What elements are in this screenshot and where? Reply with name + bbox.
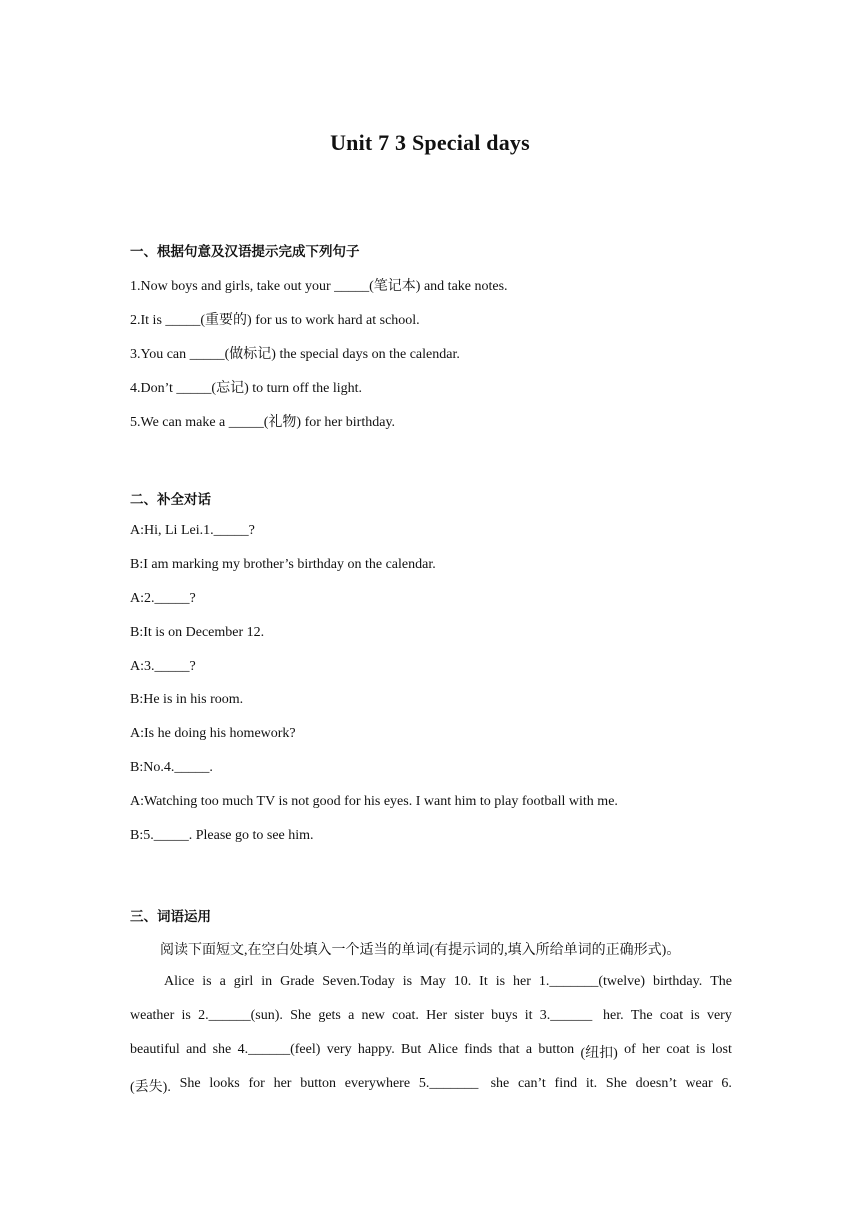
passage-word: her. [603,1008,624,1023]
passage-word: coat. [392,1008,419,1023]
passage-word: of [624,1042,636,1057]
passage-word: 5._______ [418,1076,482,1091]
dialogue-line: B:5._____. Please go to see him. [130,828,314,843]
passage-word: is [202,974,212,989]
dialogue-line: A:Hi, Li Lei.1._____? [130,523,255,538]
passage-word: is [402,974,413,989]
passage-word: find [554,1076,578,1091]
passage-word: wear [685,1076,713,1091]
passage-word: beautiful [130,1042,180,1057]
passage-word: a [348,1008,355,1023]
passage-word: is [181,1008,191,1023]
passage-word: Seven.Today [322,974,395,989]
passage-word: Grade [280,974,315,989]
passage-word: her [513,974,531,989]
passage-word: 6. [721,1076,732,1091]
question-item: 5.We can make a _____(礼物) for her birthday. [130,415,396,430]
passage-line [130,1008,732,1024]
dialogue-line: A:3._____? [130,659,196,674]
passage-word: lost [711,1042,732,1057]
passage-word: and [186,1042,207,1057]
passage-word: The [710,974,732,989]
passage-word: 4.______(feel) [237,1042,321,1057]
passage-word: happy. [357,1042,395,1057]
dialogue-line: B:I am marking my brother’s birthday on the calendar. [130,557,436,572]
passage-word: doesn’t [635,1076,677,1091]
passage-word: But [401,1042,422,1057]
passage-word: button [538,1042,575,1057]
passage-word: The [630,1008,653,1023]
dialogue-line: A:Is he doing his homework? [130,726,296,741]
passage-word: 2.______(sun). [198,1008,283,1023]
passage-word: finds [464,1042,493,1057]
passage-word: She [179,1076,201,1091]
passage-word: is [690,1008,700,1023]
passage-word: She [605,1076,627,1091]
dialogue-line: B:He is in his room. [130,692,244,707]
passage-word: sister [454,1008,484,1023]
passage-word: a [219,974,226,989]
section2-heading: 二、补全对话 [130,492,211,508]
passage-word: very [706,1008,732,1023]
passage-word: looks [209,1076,240,1091]
passage-word: for [248,1076,265,1091]
passage-word: May [420,974,446,989]
passage-word: everywhere [344,1076,411,1091]
passage-word: Her [426,1008,448,1023]
passage-word: Alice [164,974,195,989]
passage-word: 3.______ [539,1008,596,1023]
passage-word: birthday. [652,974,703,989]
passage-word: 10. [453,974,472,989]
question-item: 1.Now boys and girls, take out your _____(笔记本) and take notes. [130,279,508,294]
passage-word: coat [666,1042,690,1057]
question-item: 2.It is _____(重要的) for us to work hard at school. [130,313,420,328]
passage-word: Alice [427,1042,458,1057]
passage-word: a [525,1042,533,1057]
dialogue-line: A:Watching too much TV is not good for his eyes. I want him to play football with me. [130,794,618,809]
passage-word: button [300,1076,336,1091]
passage-word: can’t [518,1076,546,1091]
section3-instruction: 阅读下面短文,在空白处填入一个适当的单词(有提示词的,填入所给单词的正确形式)。 [160,943,681,958]
question-item: 4.Don’t _____(忘记) to turn off the light. [130,381,363,396]
passage-word: in [261,974,273,989]
dialogue-line: B:It is on December 12. [130,625,265,640]
passage-line [164,974,732,990]
passage-word: (丢失). [130,1080,171,1095]
passage-word: she [490,1076,510,1091]
passage-word: is [495,974,506,989]
passage-word: she [212,1042,232,1057]
passage-word: is [695,1042,706,1057]
passage-word: gets [318,1008,341,1023]
passage-word: it. [585,1076,598,1091]
passage-word: new [361,1008,385,1023]
dialogue-line: B:No.4._____. [130,760,213,775]
passage-word: it [524,1008,533,1023]
section1-heading: 一、根据句意及汉语提示完成下列句子 [130,244,360,260]
document-title: Unit 7 3 Special days [330,130,530,155]
passage-word: She [290,1008,312,1023]
passage-word: (纽扣) [580,1046,618,1061]
passage-word: buys [491,1008,518,1023]
passage-line [130,1042,732,1062]
passage-word: weather [130,1008,175,1023]
passage-line [130,1076,732,1096]
passage-word: coat [659,1008,684,1023]
passage-word: girl [233,974,254,989]
passage-word: her [642,1042,660,1057]
dialogue-line: A:2._____? [130,591,196,606]
section3-heading: 三、词语运用 [130,909,211,925]
question-item: 3.You can _____(做标记) the special days on the calendar. [130,347,460,362]
passage-word: that [498,1042,520,1057]
passage-word: 1._______(twelve) [538,974,646,989]
passage-word: very [326,1042,352,1057]
passage-word: It [479,974,488,989]
passage-word: her [273,1076,292,1091]
